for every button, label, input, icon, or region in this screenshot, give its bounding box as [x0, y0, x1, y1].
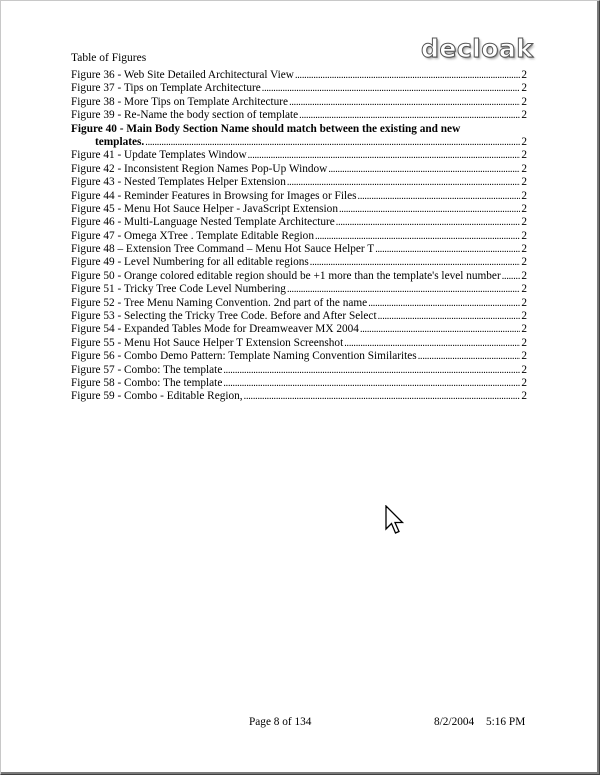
toc-entry-label: templates.: [95, 135, 145, 148]
footer-page-number: Page 8 of 134: [249, 716, 312, 728]
toc-entry[interactable]: [71, 243, 527, 256]
toc-entry[interactable]: [71, 283, 527, 296]
toc-entry-page: 2: [521, 176, 527, 189]
dot-leader: [223, 377, 520, 390]
toc-entry-label: Figure 37 - Tips on Template Architecture: [71, 82, 261, 95]
toc-entry-label: Figure 44 - Reminder Features in Browsing for Images or Files: [71, 189, 357, 202]
dot-leader: [287, 176, 520, 189]
toc-entry[interactable]: [71, 364, 527, 377]
toc-entry[interactable]: [71, 350, 527, 363]
mouse-pointer-icon: [385, 505, 405, 537]
toc-entry-page: 2: [521, 256, 527, 269]
toc-entry-continuation[interactable]: [71, 136, 527, 149]
toc-entry[interactable]: [71, 377, 527, 390]
toc-entry-label: Figure 46 - Multi-Language Nested Template Architecture: [71, 216, 335, 229]
dot-leader: [287, 283, 520, 296]
toc-entry-page: 2: [521, 323, 527, 336]
toc-entry-label: Figure 58 - Combo: The template: [71, 376, 223, 389]
toc-entry-label: Figure 55 - Menu Hot Sauce Helper T Extension Screenshot: [71, 336, 344, 349]
dot-leader: [336, 216, 521, 229]
dot-leader: [310, 256, 521, 269]
toc-entry-page: 2: [521, 363, 527, 376]
toc-entry[interactable]: [71, 82, 527, 95]
dot-leader: [223, 364, 520, 377]
toc-entry-label: Figure 53 - Selecting the Tricky Tree Code. Before and After Select: [71, 310, 377, 323]
toc-entry-page: 2: [521, 149, 527, 162]
toc-entry-label: Figure 54 - Expanded Tables Mode for Dreamweaver MX 2004: [71, 323, 359, 336]
toc-entry-label: Figure 43 - Nested Templates Helper Extension: [71, 176, 286, 189]
toc-entry[interactable]: [71, 96, 527, 109]
toc-entry[interactable]: [71, 109, 527, 122]
toc-entry-page: 2: [521, 95, 527, 108]
footer-time: 5:16 PM: [486, 716, 526, 728]
dot-leader: [368, 297, 520, 310]
dot-leader: [502, 270, 521, 283]
toc-entry[interactable]: [71, 203, 527, 216]
dot-leader: [244, 390, 521, 403]
dot-leader: [315, 230, 520, 243]
toc-entry[interactable]: [71, 123, 527, 136]
toc-entry[interactable]: [71, 270, 527, 283]
dot-leader: [358, 190, 521, 203]
toc-entry-page: 2: [521, 69, 527, 81]
table-of-figures: [71, 69, 527, 404]
dot-leader: [248, 149, 521, 162]
toc-entry[interactable]: [71, 323, 527, 336]
toc-entry-label: Figure 56 - Combo Demo Pattern: Template Naming Convention Similarites: [71, 350, 417, 363]
dot-leader: [360, 323, 520, 336]
toc-entry-page: 2: [521, 135, 527, 148]
toc-entry-label: Figure 51 - Tricky Tree Code Level Numbering: [71, 283, 286, 296]
toc-entry-page: 2: [521, 350, 527, 363]
toc-entry[interactable]: [71, 190, 527, 203]
toc-entry-label: Figure 48 – Extension Tree Command – Menu Hot Sauce Helper T: [71, 243, 375, 256]
toc-entry-page: 2: [521, 202, 527, 215]
dot-leader: [328, 163, 520, 176]
toc-entry[interactable]: [71, 163, 527, 176]
toc-entry-label: Figure 36 - Web Site Detailed Architectural View: [71, 69, 294, 81]
toc-entry[interactable]: [71, 390, 527, 403]
toc-entry[interactable]: [71, 230, 527, 243]
dot-leader: [295, 69, 520, 82]
footer-date: 8/2/2004: [434, 716, 475, 728]
toc-entry[interactable]: [71, 149, 527, 162]
toc-entry-page: 2: [521, 269, 527, 282]
toc-entry-page: 2: [521, 109, 527, 122]
dot-leader: [289, 96, 520, 109]
toc-entry-page: 2: [521, 162, 527, 175]
toc-entry-label: Figure 57 - Combo: The template: [71, 363, 223, 376]
toc-entry[interactable]: [71, 69, 527, 82]
toc-entry-label: Figure 41 - Update Templates Window: [71, 149, 247, 162]
dot-leader: [375, 243, 520, 256]
toc-entry-label: Figure 38 - More Tips on Template Architecture: [71, 95, 289, 108]
toc-entry-page: 2: [521, 82, 527, 95]
toc-entry-page: 2: [521, 376, 527, 389]
dot-leader: [145, 136, 520, 149]
toc-entry-label: Figure 47 - Omega XTree . Template Editable Region: [71, 229, 314, 242]
toc-entry-label: Figure 50 - Orange colored editable region should be +1 more than the template's level number: [71, 269, 501, 282]
toc-entry-page: 2: [521, 283, 527, 296]
dot-leader: [299, 109, 520, 122]
toc-entry-label: Figure 40 - Main Body Section Name should match between the existing and new: [71, 122, 461, 135]
decloak-watermark-logo: decloak: [421, 34, 534, 63]
toc-entry-label: Figure 59 - Combo - Editable Region,: [71, 390, 243, 403]
toc-entry-page: 2: [521, 216, 527, 229]
toc-entry-page: 2: [521, 336, 527, 349]
toc-entry-label: Figure 42 - Inconsistent Region Names Pop-Up Window: [71, 162, 328, 175]
toc-entry[interactable]: [71, 216, 527, 229]
toc-entry-label: Figure 52 - Tree Menu Naming Convention. 2nd part of the name: [71, 296, 368, 309]
toc-entry-label: Figure 49 - Level Numbering for all editable regions: [71, 256, 309, 269]
toc-entry[interactable]: [71, 337, 527, 350]
dot-leader: [344, 337, 520, 350]
toc-entry-page: 2: [521, 310, 527, 323]
dot-leader: [418, 350, 521, 363]
toc-entry[interactable]: [71, 310, 527, 323]
toc-entry[interactable]: [71, 256, 527, 269]
toc-entry-page: 2: [521, 189, 527, 202]
toc-entry-page: 2: [521, 390, 527, 403]
toc-entry[interactable]: [71, 176, 527, 189]
toc-entry-label: Figure 39 - Re-Name the body section of template: [71, 109, 299, 122]
toc-entry-page: 2: [521, 296, 527, 309]
dot-leader: [339, 203, 520, 216]
dot-leader: [262, 82, 521, 95]
toc-entry-label: Figure 45 - Menu Hot Sauce Helper - JavaScript Extension: [71, 202, 338, 215]
toc-entry[interactable]: [71, 297, 527, 310]
toc-title: Table of Figures: [71, 52, 147, 64]
toc-entry-page: 2: [521, 243, 527, 256]
toc-entry-page: 2: [521, 229, 527, 242]
dot-leader: [378, 310, 521, 323]
